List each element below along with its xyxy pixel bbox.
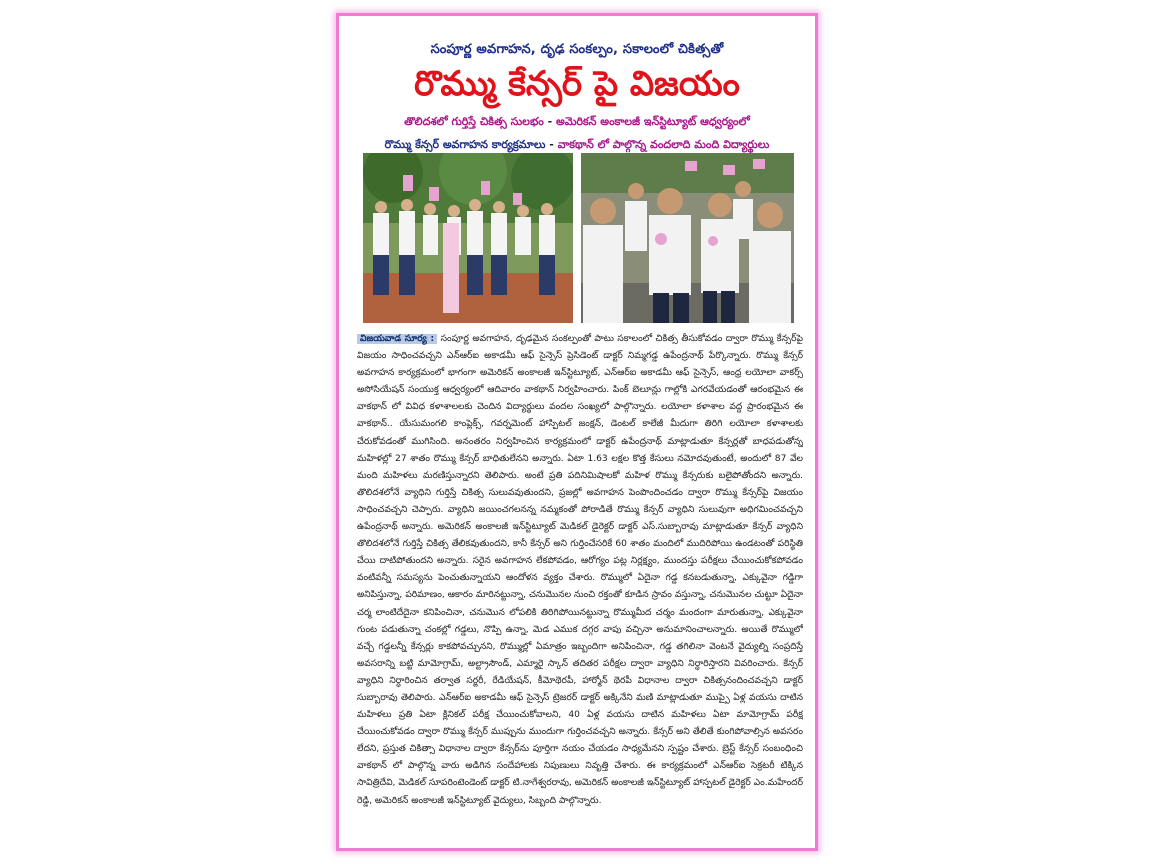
walkathon-photo-right xyxy=(581,153,794,323)
subhead-separator: - xyxy=(547,115,553,128)
subhead-1a: తొలిదశలో గుర్తిస్తే చికిత్స సులభం xyxy=(404,115,544,128)
subhead-separator: - xyxy=(549,138,554,151)
subhead-1b: అమెరికన్ అంకాలజీ ఇన్‌స్టిట్యూట్ ఆధ్వర్యంలో xyxy=(556,115,750,128)
subhead-2b: వాకథాన్ లో పాల్గొన్న వందలాది మంది విద్యార్థులు xyxy=(557,138,770,151)
subhead-2a: రొమ్ము కేన్సర్ అవగాహన కార్యక్రమాలు xyxy=(384,138,546,151)
dateline: విజయవాడ సూర్య : xyxy=(357,334,437,344)
walkathon-photo-left xyxy=(363,153,573,323)
article-body xyxy=(357,331,803,841)
headline: రొమ్ము కేన్సర్ పై విజయం xyxy=(414,64,740,104)
subhead-line-2 xyxy=(345,138,809,154)
kicker-line: సంపూర్ణ అవగాహన, దృఢ సంకల్పం, సకాలంలో చికిత్సతో xyxy=(430,42,724,57)
article-body-text: సంపూర్ణ అవగాహన, దృఢమైన సంకల్పంతో పాటు సకాలంలో చికిత్స తీసుకోవడం ద్వారా రొమ్ము కేన్సర్‌పై విజయం సాధించవచ్చని ఎన్‌ఆర్‌ఐ అకాడమీ ఆఫ్ సైన్సెస్ ప్రెసిడెంట్ డాక్టర్ నిమ్మగడ్డ ఉపేంద్రనాథ్ పేర్కొన్నారు. రొమ్ము కేన్సర్ అవగాహన కార్యక్రమంలో భాగంగా అమెరికన్ అంకాలజీ ఇన్‌స్టిట్యూట్, ఎన్‌ఆర్‌ఐ అకాడమీ ఆఫ్ సైన్సెస్, ఆంధ్ర లయోలా వాకర్స్ అసోసియేషన్ సంయుక్త ఆధ్వర్యంలో ఆదివారం వాకథాన్ నిర్వహించారు. పింక్ బెలూన్లు గాల్లోకి ఎగరవేయడంతో ఆరంభమైన ఈ వాకథాన్ లో వివిధ కళాశాలలకు చెందిన విద్యార్థులు వందల సంఖ్యలో పాల్గొన్నారు. లయోలా కళాశాల వద్ద ప్రారంభమైన ఈ వాకథాన్.. యేసుమంగలి కాంప్లెక్స్, గవర్నమెంట్ హాస్పిటల్ జంక్షన్, డెంటల్ కాలేజీ మీదుగా తిరిగి లయోలా కళాశాలకు చేరుకోవడంతో ముగిసింది. అనంతరం నిర్వహించిన కార్యక్రమంలో డాక్టర్ ఉపేంద్రనాథ్ మాట్లాడుతూ కేన్సర్లతో బాధపడుతోన్న మహిళల్లో 27 శాతం రొమ్ము కేన్సర్ బాధితులేనని అన్నారు. ఏటా 1.63 లక్షల కొత్త కేసులు నమోదవుతుంటే, అందులో 87 వేల మంది మహిళలు మరణిస్తున్నారని తెలిపారు. అంటే ప్రతి పదినిమిషాలకో మహిళ రొమ్ము కేన్సరుకు బలైపోతోందని అన్నారు. తొలిదశలోనే వ్యాధిని గుర్తిస్తే చికిత్స సులువవుతుందని, ప్రజల్లో అవగాహన పెంపొందించడం ద్వారా రొమ్ము కేన్సర్‌పై విజయం సాధించవచ్చని చెప్పారు. వ్యాధిని జయించగలనన్న నమ్మకంతో పోరాడితే రొమ్ము కేన్సర్ వ్యాధిని సులువుగా అధిగమించవచ్చని ఉపేంద్రనాథ్ అన్నారు. అమెరికన్ అంకాలజీ ఇన్‌స్టిట్యూట్ మెడికల్ డైరెక్టర్ డాక్టర్ ఎస్.సుబ్బారావు మాట్లాడుతూ కేన్సర్ వ్యాధిని తొలిదశలోనే గుర్తిస్తే చికిత్స తేలికవుతుందని, కానీ కేన్సర్ అని గుర్తించేసరికే 60 శాతం మందిలో ముదిరిపోయి ఉండటంతో పరిస్థితి చేయి దాటిపోతుందని అన్నారు. సరైన అవగాహన లేకపోవడం, ఆరోగ్యం పట్ల నిర్లక్ష్యం, ముందస్తు పరీక్షలు చేయించుకోకపోవడం వంటివన్నీ సమస్యను పెంచుతున్నాయని ఆందోళన వ్యక్తం చేశారు. రొమ్ములో ఏదైనా గడ్డ కనబడుతున్నా, ఎక్కువైనా గడ్డిగా అనిపిస్తున్నా, పరిమాణం, ఆకారం మారినట్టున్నా, చనుమొనల నుంచి రక్తంతో కూడిన స్రావం వస్తున్నా, చనుమొనల చుట్టూ ఏదైనా చర్మ లాంటిదేదైనా కనిపించినా, చనుమొన లోపలికి తిరిగిపోయినట్టున్నా రొమ్ముమీద చర్మం మందంగా మారుతున్నా, ఎక్కువైనా గుంట పడుతున్నా చంకల్లో గడ్డలు, నొప్పి ఉన్నా, మెడ ఎముక దగ్గర వాపు వచ్చినా అనుమానించాలన్నారు. అయితే రొమ్ములో వచ్చే గడ్డలన్నీ కేన్సర్లు కాకపోవచ్చునని, రొమ్ముల్లో ఏమాత్రం ఇబ్బందిగా అనిపించినా, గడ్డ తగిలినా వెంటనే వైద్యుల్ని సంప్రదిస్తే అవసరాన్ని బట్టి మామోగ్రామ్, అల్ట్రాసౌండ్, ఎమ్మారై స్కాన్ తదితర పరీక్షల ద్వారా వ్యాధిని నిర్ధారిస్తారని వివరించారు. కేన్సర్ వ్యాధిని నిర్ధారించిన తర్వాత సర్జరీ, రేడియేషన్, కీమోథెరపీ, హార్మోన్ థెరపీ విధానాల ద్వారా చికిత్సనందించవచ్చని డాక్టర్ సుబ్బారావు తెలిపారు. ఎన్‌ఆర్‌ఐ అకాడమీ ఆఫ్ సైన్సెస్ ట్రెజరర్ డాక్టర్ అక్కినేని మణి మాట్లాడుతూ ముప్పై ఏళ్ల వయసు దాటిన మహిళలు ప్రతి ఏటా క్లినికల్ పరీక్ష చేయించుకోవాలని, 40 ఏళ్ల వయసు దాటిన మహిళలు ఏటా మామోగ్రామ్ పరీక్ష చేయించుకోవడం ద్వారా రొమ్ము కేన్సర్ ముప్పును ముందుగా గుర్తించవచ్చని అన్నారు. కేన్సర్ అని తేలితే కుంగిపోవాల్సిన అవసరం లేదని, ప్రస్తుత చికిత్సా విధానాల ద్వారా కేన్సర్‌ను పూర్తిగా నయం చేయడం సాధ్యమేనని స్పష్టం చేశారు. బ్రెస్ట్ కేన్సర్ సంబంధించి వాకథాన్ లో పాల్గొన్న వారు అడిగిన సందేహాలకు నిపుణులు నివృత్తి చేశారు. ఈ కార్యక్రమంలో ఎన్‌ఆర్‌ఐ సెక్రటరీ టిక్కిన సావిత్రిదేవి, మెడికల్ సూపరింటెండెంట్ డాక్టర్ టి.నాగేశ్వరరావు, అమెరికన్ అంకాలజీ ఇన్‌స్టిట్యూట్ హాస్పటల్ డైరెక్టర్ ఎం.మహేందర్ రెడ్డి, అమెరికన్ అంకాలజీ ఇన్‌స్టిట్యూట్ వైద్యులు, సిబ్బంది పాల్గొన్నారు. xyxy=(357,334,803,806)
newspaper-clipping xyxy=(336,13,818,851)
subhead-line-1 xyxy=(345,115,809,131)
